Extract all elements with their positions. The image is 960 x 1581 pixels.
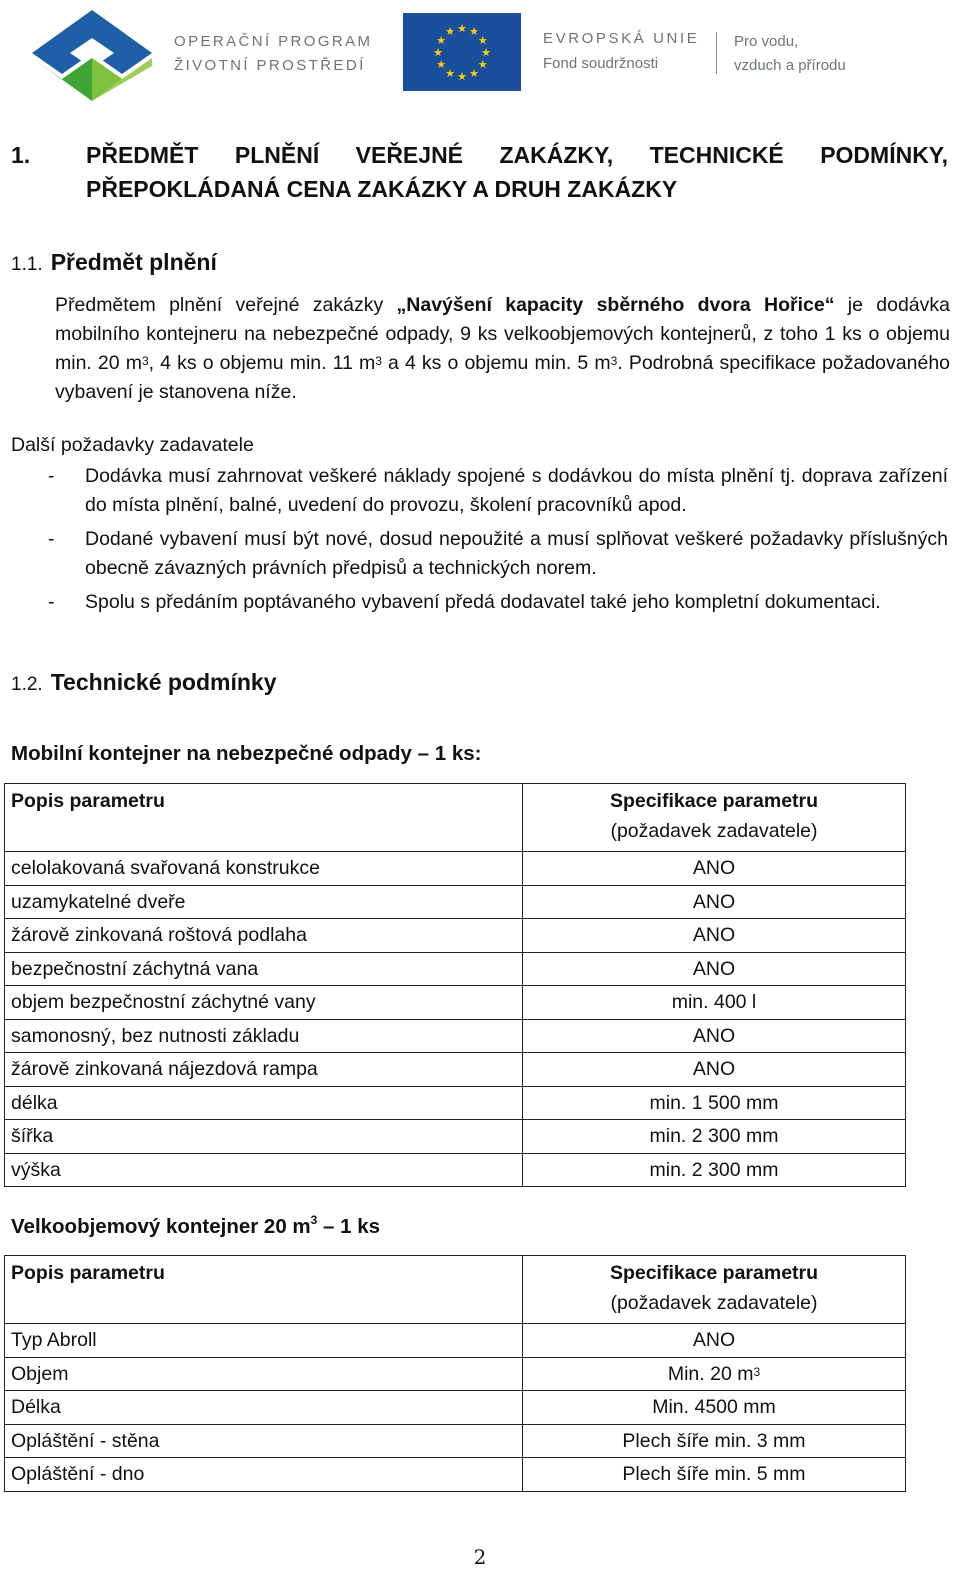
table-row bbox=[5, 1086, 906, 1120]
table-row bbox=[5, 1153, 906, 1187]
header-spec-title: Specifikace parametru bbox=[609, 790, 819, 812]
param-cell: žárově zinkovaná roštová podlaha bbox=[5, 919, 523, 953]
eu-star-icon: ★ bbox=[477, 59, 488, 71]
title-word: TECHNICKÉ bbox=[649, 142, 784, 168]
bullet-dash: - bbox=[48, 591, 55, 613]
title-word: PODMÍNKY, bbox=[820, 142, 948, 168]
opzp-line2: ŽIVOTNÍ PROSTŘEDÍ bbox=[174, 57, 366, 74]
value-cell: min. 2 300 mm bbox=[523, 1120, 906, 1154]
value-cell: ANO bbox=[523, 1053, 906, 1087]
caption-text: Velkoobjemový kontejner 20 m bbox=[11, 1215, 311, 1238]
value-cell: min. 2 300 mm bbox=[523, 1153, 906, 1187]
eu-title: EVROPSKÁ UNIE bbox=[543, 30, 700, 47]
param-cell: výška bbox=[5, 1153, 523, 1187]
requirement-item bbox=[48, 462, 948, 520]
eu-star-icon: ★ bbox=[457, 71, 467, 83]
eu-star-icon: ★ bbox=[433, 47, 443, 59]
table-1-caption: Mobilní kontejner na nebezpečné odpady – 1 ks: bbox=[11, 742, 482, 765]
header-spec bbox=[523, 784, 906, 852]
table-row bbox=[5, 1019, 906, 1053]
superscript: 3 bbox=[310, 1213, 318, 1227]
superscript: 3 bbox=[375, 354, 382, 368]
header-param: Popis parametru bbox=[5, 784, 523, 852]
param-cell: délka bbox=[5, 1086, 523, 1120]
eu-star-icon: ★ bbox=[445, 26, 455, 39]
para-text: . Podrobná specifikace požadovaného vybavení je stanovena níže. bbox=[55, 352, 951, 403]
motto-line2: vzduch a přírodu bbox=[734, 57, 846, 74]
table-row bbox=[5, 885, 906, 919]
param-cell: Objem bbox=[5, 1357, 523, 1391]
opzp-logo-icon bbox=[30, 8, 155, 103]
requirement-text: Dodávka musí zahrnovat veškeré náklady spojené s dodávkou do místa plnění tj. doprava zařízení do místa plnění, balné, uvedení do provozu, školení pracovníků apod. bbox=[85, 465, 948, 516]
opzp-wordmark bbox=[174, 30, 372, 78]
para-text: , 4 ks o objemu min. 11 m bbox=[148, 352, 376, 374]
header-spec bbox=[523, 1256, 906, 1324]
value-cell: Min. 4500 mm bbox=[523, 1391, 906, 1425]
param-cell: Délka bbox=[5, 1391, 523, 1425]
eu-flag-icon bbox=[403, 13, 521, 91]
section-1-2-number: 1.2. bbox=[11, 674, 43, 695]
eu-star-icon: ★ bbox=[469, 67, 479, 80]
eu-star-icon: ★ bbox=[457, 23, 467, 35]
eu-star-icon: ★ bbox=[477, 35, 488, 47]
further-requirements-label: Další požadavky zadavatele bbox=[11, 434, 254, 456]
value-cell: ANO bbox=[523, 885, 906, 919]
param-cell: šířka bbox=[5, 1120, 523, 1154]
eu-star-icon: ★ bbox=[436, 35, 447, 47]
bullet-dash: - bbox=[48, 465, 55, 487]
param-cell: objem bezpečnostní záchytné vany bbox=[5, 986, 523, 1020]
section-1-2-title: Technické podmínky bbox=[50, 669, 277, 695]
bullet-dash: - bbox=[48, 528, 55, 550]
bulk-container-spec-table bbox=[4, 1255, 906, 1492]
table-2-caption bbox=[11, 1215, 380, 1239]
param-cell: samonosný, bez nutnosti základu bbox=[5, 1019, 523, 1053]
param-cell: bezpečnostní záchytná vana bbox=[5, 952, 523, 986]
table-row bbox=[5, 1458, 906, 1492]
project-name: „Navýšení kapacity sběrného dvora Hořice“ bbox=[396, 294, 835, 316]
table-header-row bbox=[5, 1256, 906, 1324]
requirement-item bbox=[48, 588, 948, 617]
requirement-item bbox=[48, 525, 948, 583]
title-word: ZAKÁZKY, bbox=[499, 142, 614, 168]
title-word: PLNĚNÍ bbox=[234, 142, 320, 168]
value-cell: ANO bbox=[523, 1324, 906, 1358]
section-1-number: 1. bbox=[11, 142, 31, 168]
table-row bbox=[5, 852, 906, 886]
superscript: 3 bbox=[610, 354, 618, 368]
value-cell bbox=[523, 1357, 906, 1391]
section-1-title-line1 bbox=[86, 138, 948, 172]
opzp-line1: OPERAČNÍ PROGRAM bbox=[174, 33, 373, 50]
param-cell: Typ Abroll bbox=[5, 1324, 523, 1358]
table-row bbox=[5, 1053, 906, 1087]
mobile-container-spec-table bbox=[4, 783, 906, 1187]
section-1-title bbox=[86, 138, 948, 206]
page-header bbox=[0, 0, 960, 110]
value-cell: min. 1 500 mm bbox=[523, 1086, 906, 1120]
table-row bbox=[5, 1324, 906, 1358]
header-spec-title: Specifikace parametru bbox=[609, 1262, 819, 1284]
para-text: je dodávka mobilního kontejneru na nebezpečné odpady, 9 ks velkoobjemových kontejnerů, z toho 1 ks o objemu min. 20 m bbox=[55, 294, 950, 374]
subject-paragraph bbox=[55, 291, 950, 407]
value-cell: Plech šíře min. 3 mm bbox=[523, 1424, 906, 1458]
header-spec-sub: (požadavek zadavatele) bbox=[610, 1292, 818, 1314]
para-text: Předmětem plnění veřejné zakázky bbox=[55, 294, 397, 316]
title-word: PŘEDMĚT bbox=[86, 142, 199, 168]
header-divider bbox=[716, 32, 717, 74]
table-row bbox=[5, 1391, 906, 1425]
param-cell: celolakovaná svařovaná konstrukce bbox=[5, 852, 523, 886]
param-cell: Opláštění - dno bbox=[5, 1458, 523, 1492]
table-row bbox=[5, 952, 906, 986]
eu-star-icon: ★ bbox=[436, 59, 447, 71]
table-header-row bbox=[5, 784, 906, 852]
para-text: a 4 ks o objemu min. 5 m bbox=[381, 352, 611, 374]
table-row bbox=[5, 1357, 906, 1391]
section-1-1-number: 1.1. bbox=[11, 254, 43, 275]
section-1-title-line2: PŘEPOKLÁDANÁ CENA ZAKÁZKY A DRUH ZAKÁZKY bbox=[86, 176, 678, 202]
value-cell: min. 400 l bbox=[523, 986, 906, 1020]
section-1-1-heading bbox=[11, 247, 217, 280]
header-spec-sub: (požadavek zadavatele) bbox=[610, 820, 818, 842]
value-text: Min. 20 m bbox=[667, 1362, 754, 1385]
value-cell: ANO bbox=[523, 952, 906, 986]
requirement-text: Spolu s předáním poptávaného vybavení předá dodavatel také jeho kompletní dokumentaci. bbox=[85, 591, 881, 613]
table-row bbox=[5, 986, 906, 1020]
value-cell: ANO bbox=[523, 919, 906, 953]
value-cell: Plech šíře min. 5 mm bbox=[523, 1458, 906, 1492]
param-cell: uzamykatelné dveře bbox=[5, 885, 523, 919]
param-cell: žárově zinkovaná nájezdová rampa bbox=[5, 1053, 523, 1087]
requirement-text: Dodané vybavení musí být nové, dosud nepoužité a musí splňovat veškeré požadavky příslušných obecně závazných právních předpisů a technických norem. bbox=[85, 528, 948, 579]
superscript: 3 bbox=[753, 1364, 761, 1379]
header-param: Popis parametru bbox=[5, 1256, 523, 1324]
motto bbox=[734, 30, 846, 78]
eu-star-icon: ★ bbox=[469, 26, 479, 39]
table-row bbox=[5, 1424, 906, 1458]
section-1-1-title: Předmět plnění bbox=[50, 249, 217, 275]
value-cell: ANO bbox=[523, 1019, 906, 1053]
page-number: 2 bbox=[473, 1545, 487, 1569]
eu-star-icon: ★ bbox=[445, 67, 455, 80]
title-word: VEŘEJNÉ bbox=[355, 142, 464, 168]
value-cell: ANO bbox=[523, 852, 906, 886]
eu-fund: Fond soudržnosti bbox=[543, 55, 659, 72]
caption-text: – 1 ks bbox=[317, 1215, 381, 1238]
section-1-2-heading bbox=[11, 667, 277, 700]
table-row bbox=[5, 1120, 906, 1154]
param-cell: Opláštění - stěna bbox=[5, 1424, 523, 1458]
eu-star-icon: ★ bbox=[481, 47, 491, 59]
motto-line1: Pro vodu, bbox=[734, 33, 799, 50]
table-row bbox=[5, 919, 906, 953]
superscript: 3 bbox=[141, 354, 149, 368]
